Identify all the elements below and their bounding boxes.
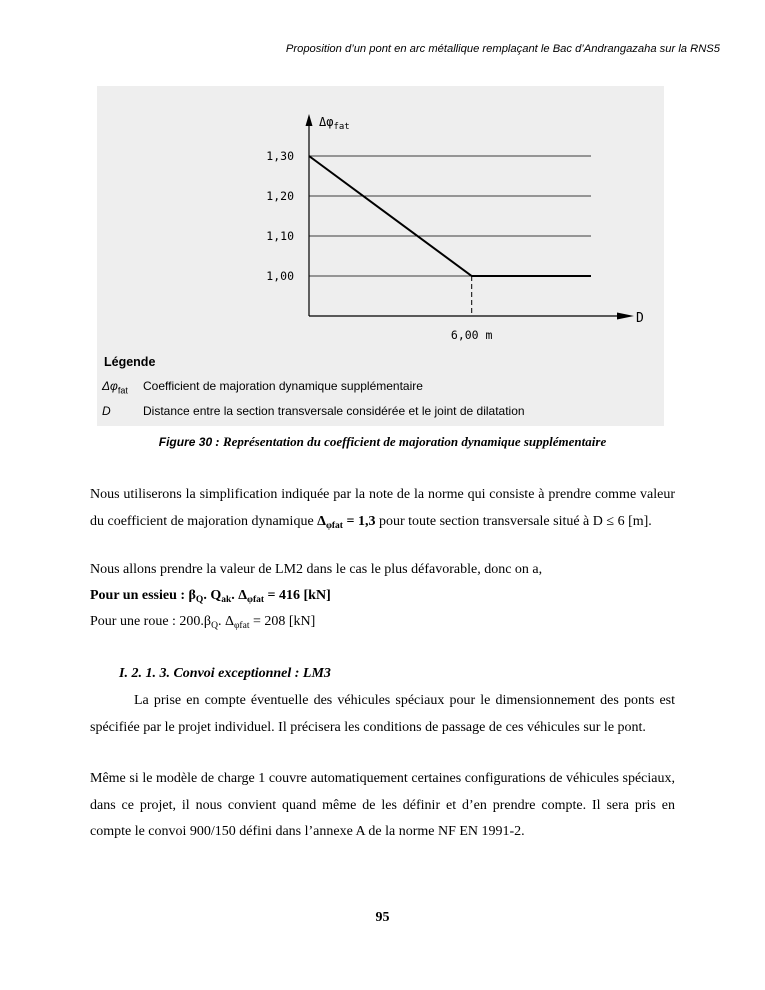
coefficient-series-line — [309, 156, 591, 276]
legend-symbol: D — [102, 404, 111, 418]
legend-item — [102, 379, 423, 395]
running-header: Proposition d’un pont en arc métallique remplaçant le Bac d’Andrangazaha sur la RNS5 — [285, 43, 720, 55]
y-tick-label: 1,20 — [266, 189, 294, 203]
page-number: 95 — [375, 910, 390, 925]
legend-item — [102, 404, 525, 418]
paragraph: La prise en compte éventuelle des véhicules spéciaux pour le dimensionnement des ponts est spécifiée par le projet individuel. Il précisera les conditions de passage de ces véhicules sur le pont. — [90, 693, 675, 735]
section-title: I. 2. 1. 3. Convoi exceptionnel : LM3 — [119, 666, 331, 681]
dynamic-coefficient-chart — [97, 86, 664, 426]
essieu-formula: Pour un essieu : $\beta_Q$. $Q_{ak}$. $\Delta_{\varphi fat} = 416$ [kN] — [90, 588, 331, 605]
y-tick-label: 1,10 — [266, 229, 294, 243]
legend-title: Légende — [104, 355, 156, 369]
y-tick-label: 1,30 — [266, 149, 294, 163]
x-axis-label: D — [636, 311, 644, 326]
y-axis-label-sub: fat — [333, 122, 350, 132]
legend-symbol: $\Delta\varphi_{fat}$ — [102, 379, 128, 396]
paragraph: Même si le modèle de charge 1 couvre automatiquement certaines configurations de véhicules spéciaux, dans ce projet, il nous convient quand même de les définir et d’en prendre compte. Il sera pris en compte le convoi 900/150 défini dans l’annexe A de la norme NF EN 1991-2. — [90, 771, 675, 839]
paragraph: Nous allons prendre la valeur de LM2 dans le cas le plus défavorable, donc on a, — [90, 562, 543, 577]
roue-formula: Pour une roue : $200.\beta_Q$. $\Delta_{\varphi fat} = 208$ [kN] — [90, 614, 316, 631]
x-marker-label: 6,00 m — [450, 328, 493, 342]
paragraph: Nous utiliserons la simplification indiquée par la note de la norme qui consiste à prendre comme valeur du coefficient de majoration dynamique $\Delta_{\varphi fat} = 1,3$ pour toute section transversale situé à D ≤ 6 [m]. — [90, 487, 675, 531]
y-axis-label — [319, 115, 350, 132]
figure-caption: Figure 30 : Représentation du coefficient de majoration dynamique supplémentaire — [158, 434, 607, 449]
legend-text: Distance entre la section transversale considérée et le joint de dilatation — [143, 404, 525, 418]
figure-30-chart — [97, 86, 664, 426]
y-axis-arrow-icon — [306, 114, 313, 126]
x-axis-arrow-icon — [617, 313, 634, 320]
y-axis-label-main: Δφ — [319, 115, 334, 129]
y-tick-label: 1,00 — [266, 269, 294, 283]
legend-text: Coefficient de majoration dynamique supplémentaire — [143, 379, 423, 393]
